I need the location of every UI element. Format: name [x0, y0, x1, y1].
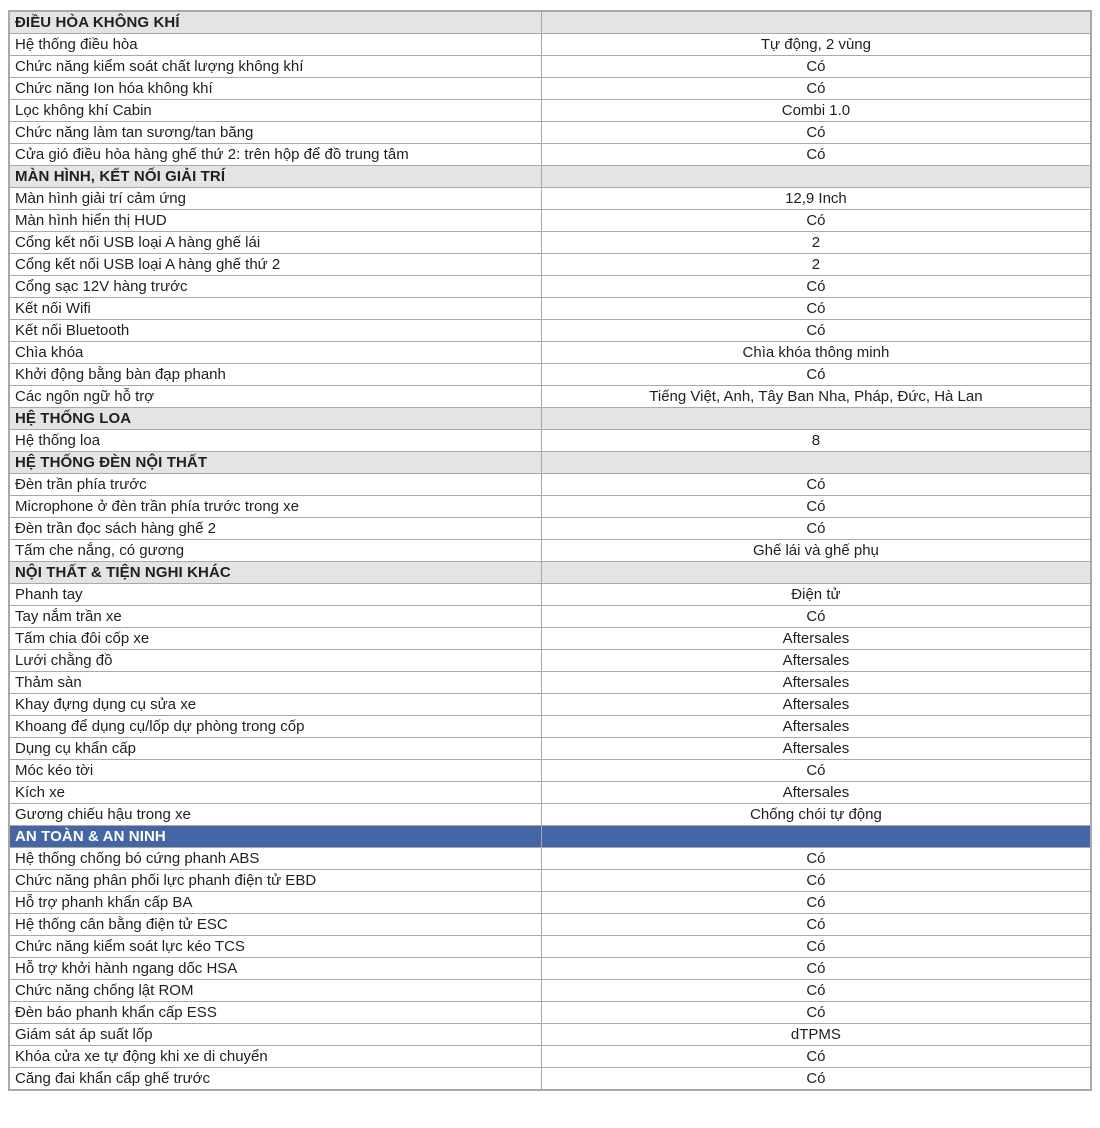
spec-row	[9, 1068, 1091, 1091]
section-title: HỆ THỐNG LOA	[9, 408, 541, 430]
feature-value: Chìa khóa thông minh	[541, 342, 1091, 364]
feature-value: Có	[541, 496, 1091, 518]
spec-row	[9, 936, 1091, 958]
spec-table	[8, 10, 1092, 1091]
feature-label: Hỗ trợ phanh khẩn cấp BA	[9, 892, 541, 914]
feature-value: Có	[541, 914, 1091, 936]
spec-row	[9, 320, 1091, 342]
spec-row	[9, 254, 1091, 276]
feature-value: Có	[541, 1046, 1091, 1068]
section-title: ĐIỀU HÒA KHÔNG KHÍ	[9, 11, 541, 34]
feature-value: Aftersales	[541, 782, 1091, 804]
spec-row	[9, 606, 1091, 628]
spec-row	[9, 56, 1091, 78]
feature-label: Màn hình giải trí cảm ứng	[9, 188, 541, 210]
feature-label: Chức năng làm tan sương/tan băng	[9, 122, 541, 144]
spec-row	[9, 760, 1091, 782]
spec-row	[9, 188, 1091, 210]
feature-label: Giám sát áp suất lốp	[9, 1024, 541, 1046]
spec-row	[9, 914, 1091, 936]
feature-value: Có	[541, 606, 1091, 628]
spec-row	[9, 650, 1091, 672]
spec-row	[9, 672, 1091, 694]
feature-label: Đèn trần đọc sách hàng ghế 2	[9, 518, 541, 540]
spec-row	[9, 540, 1091, 562]
spec-table-body	[9, 11, 1091, 1090]
feature-value: Có	[541, 56, 1091, 78]
spec-row	[9, 342, 1091, 364]
feature-value: Có	[541, 1068, 1091, 1091]
feature-label: Màn hình hiển thị HUD	[9, 210, 541, 232]
feature-value: Có	[541, 518, 1091, 540]
section-empty-cell	[541, 452, 1091, 474]
feature-value: Có	[541, 760, 1091, 782]
section-empty-cell	[541, 562, 1091, 584]
feature-label: Chức năng Ion hóa không khí	[9, 78, 541, 100]
section-empty-cell	[541, 11, 1091, 34]
feature-value: Có	[541, 892, 1091, 914]
spec-row	[9, 1024, 1091, 1046]
spec-row	[9, 1002, 1091, 1024]
section-title: MÀN HÌNH, KẾT NỐI GIẢI TRÍ	[9, 166, 541, 188]
feature-label: Cổng sạc 12V hàng trước	[9, 276, 541, 298]
feature-label: Thảm sàn	[9, 672, 541, 694]
feature-value: Combi 1.0	[541, 100, 1091, 122]
feature-value: Có	[541, 1002, 1091, 1024]
feature-label: Các ngôn ngữ hỗ trợ	[9, 386, 541, 408]
spec-row	[9, 628, 1091, 650]
section-header-row	[9, 166, 1091, 188]
spec-row	[9, 364, 1091, 386]
feature-label: Kết nối Wifi	[9, 298, 541, 320]
spec-row	[9, 210, 1091, 232]
section-header-row	[9, 452, 1091, 474]
feature-label: Chìa khóa	[9, 342, 541, 364]
section-header-row	[9, 11, 1091, 34]
feature-label: Lọc không khí Cabin	[9, 100, 541, 122]
feature-label: Tấm che nắng, có gương	[9, 540, 541, 562]
section-empty-cell	[541, 166, 1091, 188]
feature-value: Có	[541, 320, 1091, 342]
section-empty-cell	[541, 826, 1091, 848]
feature-label: Chức năng kiểm soát chất lượng không khí	[9, 56, 541, 78]
section-header-row	[9, 826, 1091, 848]
spec-row	[9, 694, 1091, 716]
feature-value: dTPMS	[541, 1024, 1091, 1046]
feature-label: Cửa gió điều hòa hàng ghế thứ 2: trên hộp để đồ trung tâm	[9, 144, 541, 166]
spec-row	[9, 34, 1091, 56]
feature-value: Aftersales	[541, 650, 1091, 672]
feature-label: Đèn trần phía trước	[9, 474, 541, 496]
feature-label: Gương chiếu hậu trong xe	[9, 804, 541, 826]
spec-row	[9, 78, 1091, 100]
feature-label: Hệ thống chống bó cứng phanh ABS	[9, 848, 541, 870]
feature-value: Có	[541, 122, 1091, 144]
feature-label: Kích xe	[9, 782, 541, 804]
spec-row	[9, 584, 1091, 606]
spec-row	[9, 232, 1091, 254]
feature-value: Aftersales	[541, 738, 1091, 760]
section-empty-cell	[541, 408, 1091, 430]
feature-value: Có	[541, 364, 1091, 386]
feature-value: 2	[541, 232, 1091, 254]
spec-row	[9, 738, 1091, 760]
feature-label: Chức năng phân phối lực phanh điện tử EBD	[9, 870, 541, 892]
spec-row	[9, 892, 1091, 914]
section-title: NỘI THẤT & TIỆN NGHI KHÁC	[9, 562, 541, 584]
section-header-row	[9, 408, 1091, 430]
feature-value: Có	[541, 210, 1091, 232]
spec-row	[9, 870, 1091, 892]
feature-label: Chức năng chống lật ROM	[9, 980, 541, 1002]
spec-row	[9, 298, 1091, 320]
spec-row	[9, 958, 1091, 980]
feature-label: Kết nối Bluetooth	[9, 320, 541, 342]
feature-label: Hỗ trợ khởi hành ngang dốc HSA	[9, 958, 541, 980]
feature-value: Có	[541, 276, 1091, 298]
feature-value: 2	[541, 254, 1091, 276]
feature-label: Khay đựng dụng cụ sửa xe	[9, 694, 541, 716]
feature-label: Dụng cụ khẩn cấp	[9, 738, 541, 760]
feature-value: Có	[541, 298, 1091, 320]
feature-value: 12,9 Inch	[541, 188, 1091, 210]
feature-value: Tự động, 2 vùng	[541, 34, 1091, 56]
feature-label: Hệ thống loa	[9, 430, 541, 452]
spec-row	[9, 804, 1091, 826]
feature-value: Aftersales	[541, 694, 1091, 716]
spec-row	[9, 1046, 1091, 1068]
feature-value: Aftersales	[541, 672, 1091, 694]
feature-label: Chức năng kiểm soát lực kéo TCS	[9, 936, 541, 958]
feature-label: Cổng kết nối USB loại A hàng ghế thứ 2	[9, 254, 541, 276]
feature-label: Tấm chia đôi cốp xe	[9, 628, 541, 650]
section-header-row	[9, 562, 1091, 584]
feature-label: Cổng kết nối USB loại A hàng ghế lái	[9, 232, 541, 254]
feature-value: Có	[541, 936, 1091, 958]
spec-row	[9, 122, 1091, 144]
feature-value: Có	[541, 144, 1091, 166]
feature-value: Có	[541, 958, 1091, 980]
feature-value: Có	[541, 870, 1091, 892]
feature-value: Ghế lái và ghế phụ	[541, 540, 1091, 562]
feature-label: Lưới chằng đồ	[9, 650, 541, 672]
feature-value: 8	[541, 430, 1091, 452]
spec-row	[9, 474, 1091, 496]
feature-value: Aftersales	[541, 628, 1091, 650]
spec-row	[9, 386, 1091, 408]
spec-row	[9, 848, 1091, 870]
spec-row	[9, 144, 1091, 166]
feature-value: Có	[541, 980, 1091, 1002]
feature-label: Móc kéo tời	[9, 760, 541, 782]
feature-value: Aftersales	[541, 716, 1091, 738]
spec-row	[9, 518, 1091, 540]
feature-value: Có	[541, 474, 1091, 496]
spec-row	[9, 716, 1091, 738]
feature-label: Microphone ở đèn trần phía trước trong xe	[9, 496, 541, 518]
section-title: AN TOÀN & AN NINH	[9, 826, 541, 848]
feature-label: Căng đai khẩn cấp ghế trước	[9, 1068, 541, 1091]
feature-label: Phanh tay	[9, 584, 541, 606]
feature-value: Có	[541, 848, 1091, 870]
spec-row	[9, 276, 1091, 298]
feature-label: Khoang để dụng cụ/lốp dự phòng trong cốp	[9, 716, 541, 738]
spec-row	[9, 782, 1091, 804]
feature-value: Chống chói tự động	[541, 804, 1091, 826]
feature-value: Tiếng Việt, Anh, Tây Ban Nha, Pháp, Đức, Hà Lan	[541, 386, 1091, 408]
feature-label: Đèn báo phanh khẩn cấp ESS	[9, 1002, 541, 1024]
feature-label: Khóa cửa xe tự động khi xe di chuyển	[9, 1046, 541, 1068]
feature-label: Hệ thống cân bằng điện tử ESC	[9, 914, 541, 936]
spec-row	[9, 100, 1091, 122]
spec-row	[9, 980, 1091, 1002]
feature-label: Tay nắm trần xe	[9, 606, 541, 628]
section-title: HỆ THỐNG ĐÈN NỘI THẤT	[9, 452, 541, 474]
feature-value: Có	[541, 78, 1091, 100]
feature-value: Điện tử	[541, 584, 1091, 606]
spec-row	[9, 430, 1091, 452]
feature-label: Hệ thống điều hòa	[9, 34, 541, 56]
spec-row	[9, 496, 1091, 518]
feature-label: Khởi động bằng bàn đạp phanh	[9, 364, 541, 386]
